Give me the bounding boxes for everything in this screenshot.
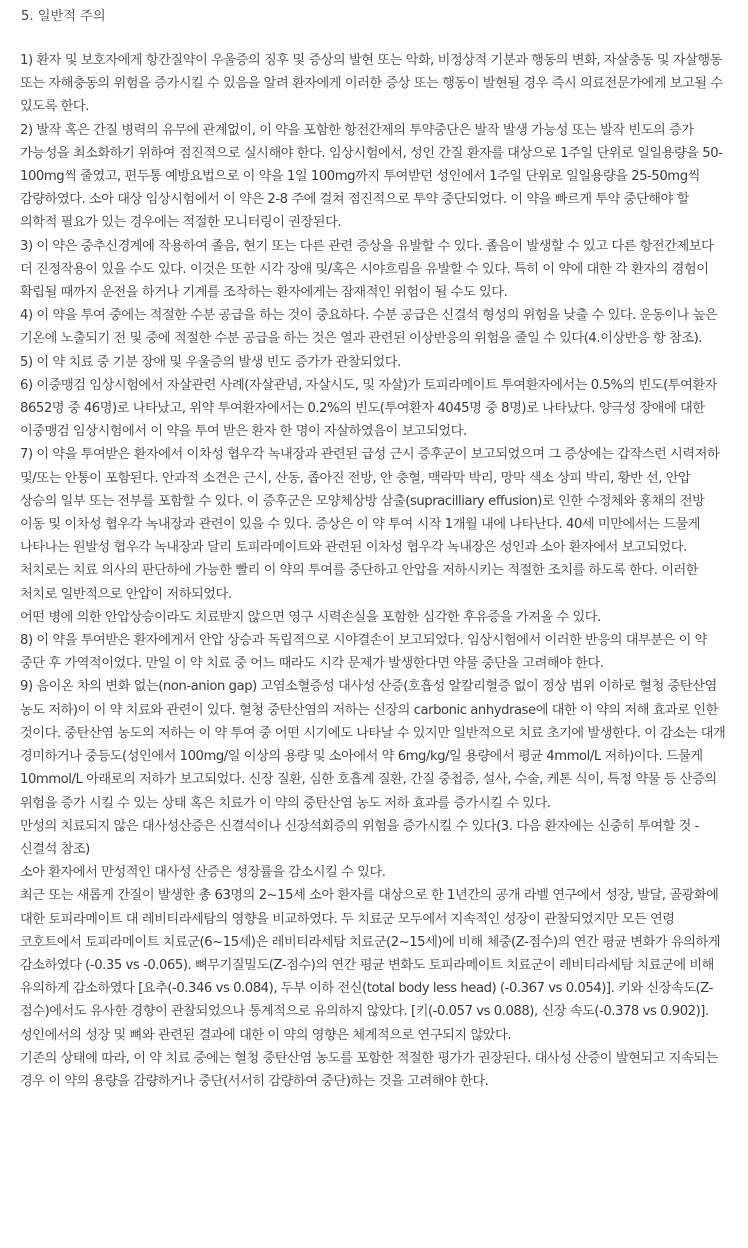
paragraph-5: 5) 이 약 치료 중 기분 장애 및 우울증의 발생 빈도 증가가 관찰되었다. [20,354,401,370]
paragraph-7: 7) 이 약을 투여받은 환자에서 이차성 협우각 녹내장과 관련된 급성 근시 증후군이 보고되었으며 그 증상에는 갑작스런 시력저하 및/또는 안통이 포함된다. 안과적 소견은 근시, 산동, 좁아진 전방, 안 충혈, 맥락막 박리, 망막 색소 상피 박리, 황반 선, 안압 상승의 일부 또는 전부를 포함할 수 있다. 이 증후군은 모양체상방 삼출(supracilliary effusion)로 인한 수정체와 홍채의 전방 이동 및 이차성 협우각 녹내장과 관련이 있을 수 있다. 증상은 이 약 투여 시작 1개월 내에 나타난다. 40세 미만에서는 드물게 나타나는 원발성 협우각 녹내장과 달리 토피라메이트와 관련된 이차성 협우각 녹내장은 성인과 소아 환자에서 보고되었다. 처치로는 치료 의사의 판단하에 가능한 빨리 이 약의 투여를 중단하고 안압을 저하시키는 적절한 조치를 하도록 한다. 이러한 처치로 일반적으로 안압이 저하되었다. [20,447,720,602]
section-title: 5. 일반적 주의 [21,9,106,24]
section-body [20,49,726,1093]
paragraph-9-metabolic-acidosis: 만성의 치료되지 않은 대사성산증은 신결석이나 신장석회증의 위험을 증가시킬 수 있다(3. 다음 환자에는 신중히 투여할 것 - 신결석 참조) [20,818,699,857]
paragraph-6: 6) 이중맹검 임상시험에서 자살관련 사례(자살관념, 자살시도, 및 자살)가 토피라메이트 투여환자에서는 0.5%의 빈도(투여환자 8652명 중 46명)로 나타났고, 위약 투여환자에서는 0.2%의 빈도(투여환자 4045명 중 8명)로 나타났다. 양극성 장애에 대한 이중맹검 임상시험에서 이 약을 투여 받은 환자 한 명이 자살하였음이 보고되었다. [20,377,717,440]
paragraph-9-study: 최근 또는 새롭게 간질이 발생한 총 63명의 2~15세 소아 환자를 대상으로 한 1년간의 공개 라벨 연구에서 성장, 발달, 골광화에 대한 토피라메이트 대 레비티라세탐의 영향을 비교하였다. 두 치료군 모두에서 지속적인 성장이 관찰되었지만 모든 연령 코호트에서 토피라메이트 치료군(6~15세)은 레비티라세탐 치료군(2~15세)에 비해 체중(Z-점수)의 연간 평균 변화가 유의하게 감소하였다 (-0.35 vs -0.065). 뼈무기질밀도(Z-점수)의 연간 평균 변화도 토피라메이트 치료군이 레비티라세탐 치료군에 비해 유의하게 감소하였다 [요추(-0.346 vs 0.084), 두부 이하 전신(total body less head) (-0.367 vs 0.054)]. 키와 신장속도(Z-점수)에서도 유사한 경향이 관찰되었으나 통계적으로 유의하지 않았다. [키(-0.057 vs 0.088), 신장 속도(-0.378 vs 0.902)]. [20,888,721,1020]
paragraph-1: 1) 환자 및 보호자에게 항간질약이 우울증의 징후 및 증상의 발현 또는 악화, 비정상적 기분과 행동의 변화, 자살충동 및 자살행동 또는 자해충동의 위험을 증가시킬 수 있음을 알려 환자에게 이러한 증상 또는 행동이 발현될 경우 즉시 의료전문가에게 보고될 수 있도록 한다. [20,53,723,115]
paragraph-9-pediatric-growth: 소아 환자에서 만성적인 대사성 산증은 성장률을 감소시킬 수 있다. [20,865,386,881]
paragraph-9-adult: 성인에서의 성장 및 뼈와 관련된 결과에 대한 이 약의 영향은 체계적으로 연구되지 않았다. [20,1027,512,1043]
paragraph-2: 2) 발작 혹은 간질 병력의 유무에 관계없이, 이 약을 포함한 항전간제의 투약중단은 발작 발생 가능성 또는 발작 빈도의 증가 가능성을 최소화하기 위하여 점진적으로 실시해야 한다. 임상시험에서, 성인 간질 환자를 대상으로 1주일 단위로 일일용량을 50-100mg씩 줄였고, 편두통 예방요법으로 이 약을 1일 100mg까지 투여받던 성인에서 1주일 단위로 일일용량을 25-50mg씩 감량하였다. 소아 대상 임상시험에서 이 약은 2-8 주에 걸쳐 점진적으로 투약 중단되었다. 이 약을 빠르게 투약 중단해야 할 의학적 필요가 있는 경우에는 적절한 모니터링이 권장된다. [20,122,723,231]
paragraph-7-note: 어떤 병에 의한 안압상승이라도 치료받지 않으면 영구 시력손실을 포함한 심각한 후유증을 가져올 수 있다. [20,609,601,625]
paragraph-9: 9) 음이온 차의 변화 없는(non-anion gap) 고염소혈증성 대사성 산증(호흡성 알칼리혈증 없이 정상 범위 이하로 혈청 중탄산염 농도 저하)이 이 약 치료와 관련이 있다. 혈청 중탄산염의 저하는 신장의 carbonic anhydrase에 대한 이 약의 저해 효과로 인한 것이다. 중탄산염 농도의 저하는 이 약 투여 중 어떤 시기에도 나타날 수 있지만 일반적으로 치료 초기에 발생한다. 이 감소는 대개 경미하거나 중등도(성인에서 100mg/일 이상의 용량 및 소아에서 약 6mg/kg/일 용량에서 평균 4mmol/L 저하)이다. 드물게 10mmol/L 아래로의 저하가 보고되었다. 신장 질환, 심한 호흡계 질환, 간질 중첩증, 설사, 수술, 케톤 식이, 특정 약물 등 산증의 위험을 증가 시킬 수 있는 상태 혹은 치료가 이 약의 중탄산염 농도 저하 효과를 증가시킬 수 있다. [20,679,726,811]
paragraph-4: 4) 이 약을 투여 중에는 적절한 수분 공급을 하는 것이 중요하다. 수분 공급은 신결석 형성의 위험을 낮출 수 있다. 운동이나 높은 기온에 노출되기 전 및 중에 적절한 수분 공급을 하는 것은 열과 관련된 이상반응의 위험을 줄일 수 있다(4.이상반응 항 참조). [20,308,718,347]
paragraph-8: 8) 이 약을 투여받은 환자에게서 안압 상승과 독립적으로 시야결손이 보고되었다. 임상시험에서 이러한 반응의 대부분은 이 약 중단 후 가역적이었다. 만일 이 약 치료 중 어느 때라도 시각 문제가 발생한다면 약물 중단을 고려해야 한다. [20,633,707,672]
paragraph-9-evaluation: 기존의 상태에 따라, 이 약 치료 중에는 혈청 중탄산염 농도를 포함한 적절한 평가가 권장된다. 대사성 산증이 발현되고 지속되는 경우 이 약의 용량을 감량하거나 중단(서서히 감량하여 중단)하는 것을 고려해야 한다. [20,1050,718,1089]
paragraph-3: 3) 이 약은 중추신경계에 작용하여 졸음, 현기 또는 다른 관련 증상을 유발할 수 있다. 졸음이 발생할 수 있고 다른 항전간제보다 더 진정작용이 있을 수도 있다. 이것은 또한 시각 장애 및/혹은 시야흐림을 유발할 수 있다. 특히 이 약에 대한 각 환자의 경험이 확립될 때까지 운전을 하거나 기계를 조작하는 환자에게는 잠재적인 위험이 될 수도 있다. [20,238,714,301]
